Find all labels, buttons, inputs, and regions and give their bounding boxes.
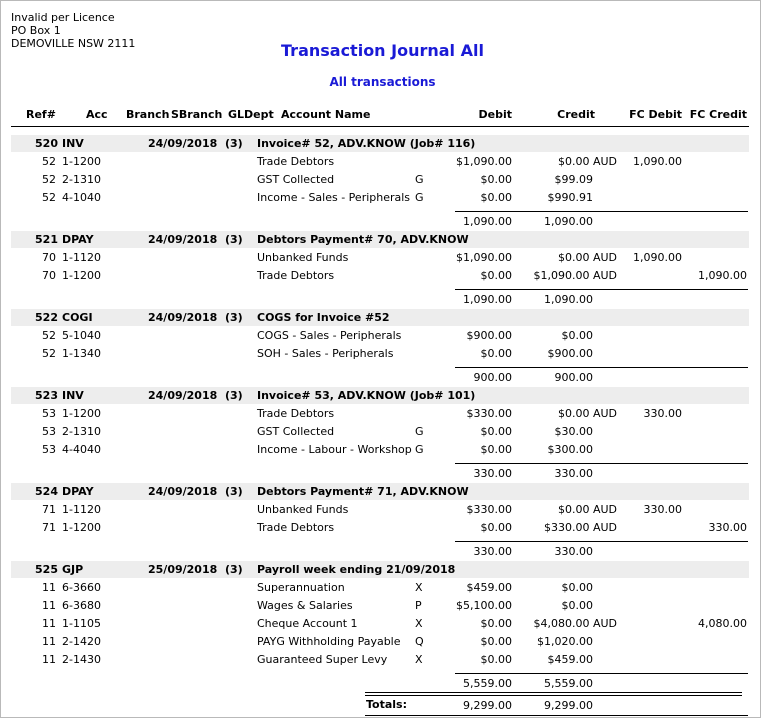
line-tax-code: P xyxy=(415,599,422,612)
group-total-debit: 900.00 xyxy=(473,371,512,384)
line-account-code: 1-1120 xyxy=(62,503,101,516)
line-credit: $0.00 xyxy=(561,599,593,612)
line-tax-code: X xyxy=(415,653,423,666)
group-total-credit: 1,090.00 xyxy=(544,293,593,306)
line-fc-debit: 330.00 xyxy=(643,407,682,420)
line-fc-credit xyxy=(670,327,747,344)
totals-rule xyxy=(365,695,742,696)
group-total-debit: 5,559.00 xyxy=(463,677,512,690)
line-account-code: 1-1200 xyxy=(62,407,101,420)
report-title: Transaction Journal All xyxy=(281,41,484,60)
line-tax-code: G xyxy=(415,443,424,456)
line-fc-debit: 1,090.00 xyxy=(633,251,682,264)
line-ref: 52 xyxy=(42,191,56,204)
line-fc-credit xyxy=(670,423,747,440)
group-type: GJP xyxy=(62,563,84,576)
group-total-credit: 5,559.00 xyxy=(544,677,593,690)
line-account-name: Income - Labour - Workshop xyxy=(257,443,412,456)
line-fc-credit: 1,090.00 xyxy=(698,269,747,282)
line-debit: $330.00 xyxy=(466,503,512,516)
line-credit: $1,090.00 AUD xyxy=(533,269,617,282)
group-subtotal-rule xyxy=(455,211,748,212)
group-ref: 523 xyxy=(35,389,58,402)
line-ref: 53 xyxy=(42,407,56,420)
line-credit: $0.00 xyxy=(561,329,593,342)
line-credit: $459.00 xyxy=(547,653,593,666)
group-branch: (3) xyxy=(225,485,243,498)
line-credit: $0.00 AUD xyxy=(557,251,617,264)
line-account-name: Cheque Account 1 xyxy=(257,617,358,630)
line-credit: $30.00 xyxy=(554,425,593,438)
line-account-code: 6-3680 xyxy=(62,599,101,612)
line-tax-code: G xyxy=(415,191,424,204)
group-total-credit: 330.00 xyxy=(554,467,593,480)
col-header-acc: Acc xyxy=(86,108,108,121)
group-description: Invoice# 52, ADV.KNOW (Job# 116) xyxy=(257,137,476,150)
line-debit: $0.00 xyxy=(480,617,512,630)
line-account-name: Trade Debtors xyxy=(257,407,335,420)
line-account-code: 2-1310 xyxy=(62,173,101,186)
col-header-gl: GL xyxy=(228,108,245,121)
group-total-credit: 1,090.00 xyxy=(544,215,593,228)
line-account-name: Wages & Salaries xyxy=(257,599,353,612)
group-date: 24/09/2018 xyxy=(148,137,218,150)
col-header-credit: Credit xyxy=(557,108,595,121)
group-total-credit: 900.00 xyxy=(554,371,593,384)
line-debit: $1,090.00 xyxy=(456,155,512,168)
line-fc-credit xyxy=(670,501,747,518)
line-fc-credit: 330.00 xyxy=(708,521,747,534)
line-debit: $0.00 xyxy=(480,635,512,648)
group-ref: 525 xyxy=(35,563,58,576)
totals-debit: 9,299.00 xyxy=(463,699,512,712)
line-ref: 71 xyxy=(42,503,56,516)
totals-rule xyxy=(365,692,742,693)
line-ref: 52 xyxy=(42,347,56,360)
line-account-name: Guaranteed Super Levy xyxy=(257,653,388,666)
line-ref: 52 xyxy=(42,329,56,342)
col-header-ref: Ref# xyxy=(26,108,56,121)
line-account-name: Superannuation xyxy=(257,581,345,594)
line-debit: $900.00 xyxy=(466,329,512,342)
group-description: Debtors Payment# 70, ADV.KNOW xyxy=(257,233,469,246)
line-fc-credit xyxy=(670,153,747,170)
line-fc-debit: 1,090.00 xyxy=(633,155,682,168)
col-header-account-name: Account Name xyxy=(281,108,371,121)
line-account-code: 5-1040 xyxy=(62,329,101,342)
line-tax-code: G xyxy=(415,173,424,186)
group-date: 24/09/2018 xyxy=(148,389,218,402)
group-branch: (3) xyxy=(225,563,243,576)
line-fc-credit xyxy=(670,249,747,266)
line-account-name: Trade Debtors xyxy=(257,269,335,282)
group-description: COGS for Invoice #52 xyxy=(257,311,390,324)
line-ref: 52 xyxy=(42,173,56,186)
line-ref: 11 xyxy=(42,617,56,630)
line-ref: 53 xyxy=(42,443,56,456)
line-credit: $0.00 AUD xyxy=(557,503,617,516)
line-account-code: 2-1310 xyxy=(62,425,101,438)
line-account-code: 1-1340 xyxy=(62,347,101,360)
line-credit: $0.00 xyxy=(561,581,593,594)
line-ref: 53 xyxy=(42,425,56,438)
line-fc-credit xyxy=(670,171,747,188)
group-description: Invoice# 53, ADV.KNOW (Job# 101) xyxy=(257,389,476,402)
group-branch: (3) xyxy=(225,137,243,150)
col-header-fc-debit: FC Debit xyxy=(629,108,682,121)
group-date: 24/09/2018 xyxy=(148,233,218,246)
group-date: 24/09/2018 xyxy=(148,311,218,324)
line-account-name: Trade Debtors xyxy=(257,521,335,534)
line-tax-code: Q xyxy=(415,635,424,648)
group-type: DPAY xyxy=(62,485,94,498)
group-subtotal-rule xyxy=(455,673,748,674)
group-subtotal-rule xyxy=(455,463,748,464)
line-account-name: COGS - Sales - Peripherals xyxy=(257,329,402,342)
licence-line: Invalid per Licence xyxy=(11,11,115,24)
group-total-debit: 330.00 xyxy=(473,467,512,480)
line-credit: $99.09 xyxy=(554,173,593,186)
group-type: INV xyxy=(62,389,84,402)
line-debit: $0.00 xyxy=(480,347,512,360)
line-fc-credit xyxy=(670,189,747,206)
group-subtotal-rule xyxy=(455,367,748,368)
line-ref: 11 xyxy=(42,635,56,648)
line-credit: $330.00 AUD xyxy=(543,521,617,534)
group-ref: 522 xyxy=(35,311,58,324)
line-credit: $0.00 AUD xyxy=(557,407,617,420)
line-account-code: 1-1200 xyxy=(62,521,101,534)
line-ref: 70 xyxy=(42,269,56,282)
line-tax-code: G xyxy=(415,425,424,438)
line-debit: $0.00 xyxy=(480,191,512,204)
line-fc-credit xyxy=(670,579,747,596)
line-account-name: Unbanked Funds xyxy=(257,251,349,264)
report-subtitle: All transactions xyxy=(329,75,436,89)
line-credit: $0.00 AUD xyxy=(557,155,617,168)
totals-label: Totals: xyxy=(366,698,407,711)
group-branch: (3) xyxy=(225,233,243,246)
col-header-fc-credit: FC Credit xyxy=(689,108,747,121)
line-fc-credit xyxy=(670,345,747,362)
line-account-code: 6-3660 xyxy=(62,581,101,594)
line-account-name: GST Collected xyxy=(257,425,335,438)
line-debit: $330.00 xyxy=(466,407,512,420)
line-account-code: 2-1420 xyxy=(62,635,101,648)
line-debit: $459.00 xyxy=(466,581,512,594)
group-total-credit: 330.00 xyxy=(554,545,593,558)
line-debit: $0.00 xyxy=(480,269,512,282)
group-total-debit: 330.00 xyxy=(473,545,512,558)
line-ref: 71 xyxy=(42,521,56,534)
group-type: COGI xyxy=(62,311,93,324)
group-subtotal-rule xyxy=(455,541,748,542)
line-account-code: 1-1120 xyxy=(62,251,101,264)
group-total-debit: 1,090.00 xyxy=(463,293,512,306)
line-credit: $990.91 xyxy=(547,191,593,204)
line-tax-code: X xyxy=(415,581,423,594)
col-header-debit: Debit xyxy=(478,108,512,121)
group-branch: (3) xyxy=(225,311,243,324)
totals-credit: 9,299.00 xyxy=(544,699,593,712)
group-description: Debtors Payment# 71, ADV.KNOW xyxy=(257,485,469,498)
group-subtotal-rule xyxy=(455,289,748,290)
line-tax-code: X xyxy=(415,617,423,630)
line-fc-credit xyxy=(670,651,747,668)
line-account-name: GST Collected xyxy=(257,173,335,186)
group-date: 25/09/2018 xyxy=(148,563,218,576)
line-debit: $5,100.00 xyxy=(456,599,512,612)
line-account-name: Trade Debtors xyxy=(257,155,335,168)
group-description: Payroll week ending 21/09/2018 xyxy=(257,563,456,576)
licence-line: PO Box 1 xyxy=(11,24,61,37)
line-debit: $0.00 xyxy=(480,653,512,666)
group-type: DPAY xyxy=(62,233,94,246)
group-ref: 520 xyxy=(35,137,58,150)
line-credit: $4,080.00 AUD xyxy=(533,617,617,630)
line-ref: 11 xyxy=(42,599,56,612)
line-ref: 11 xyxy=(42,581,56,594)
line-fc-credit xyxy=(670,441,747,458)
line-debit: $0.00 xyxy=(480,443,512,456)
line-debit: $0.00 xyxy=(480,425,512,438)
line-debit: $0.00 xyxy=(480,521,512,534)
line-fc-credit xyxy=(670,633,747,650)
line-account-code: 1-1200 xyxy=(62,155,101,168)
line-account-code: 4-1040 xyxy=(62,191,101,204)
line-fc-credit xyxy=(670,405,747,422)
line-account-code: 1-1105 xyxy=(62,617,101,630)
line-credit: $300.00 xyxy=(547,443,593,456)
bottom-rule xyxy=(365,715,748,716)
group-total-debit: 1,090.00 xyxy=(463,215,512,228)
line-account-code: 1-1200 xyxy=(62,269,101,282)
line-credit: $1,020.00 xyxy=(537,635,593,648)
line-ref: 70 xyxy=(42,251,56,264)
line-account-name: SOH - Sales - Peripherals xyxy=(257,347,394,360)
line-account-name: PAYG Withholding Payable xyxy=(257,635,401,648)
line-account-code: 4-4040 xyxy=(62,443,101,456)
line-account-name: Income - Sales - Peripherals xyxy=(257,191,411,204)
line-account-name: Unbanked Funds xyxy=(257,503,349,516)
line-ref: 11 xyxy=(42,653,56,666)
group-ref: 524 xyxy=(35,485,58,498)
line-debit: $1,090.00 xyxy=(456,251,512,264)
line-ref: 52 xyxy=(42,155,56,168)
group-branch: (3) xyxy=(225,389,243,402)
line-fc-credit: 4,080.00 xyxy=(698,617,747,630)
group-ref: 521 xyxy=(35,233,58,246)
line-account-code: 2-1430 xyxy=(62,653,101,666)
line-fc-debit: 330.00 xyxy=(643,503,682,516)
group-date: 24/09/2018 xyxy=(148,485,218,498)
col-header-branch: Branch xyxy=(126,108,170,121)
col-header-sbranch: SBranch xyxy=(171,108,223,121)
group-type: INV xyxy=(62,137,84,150)
col-header-dept: Dept xyxy=(244,108,274,121)
line-debit: $0.00 xyxy=(480,173,512,186)
header-divider xyxy=(11,126,749,127)
line-credit: $900.00 xyxy=(547,347,593,360)
line-fc-credit xyxy=(670,597,747,614)
licence-line: DEMOVILLE NSW 2111 xyxy=(11,37,136,50)
